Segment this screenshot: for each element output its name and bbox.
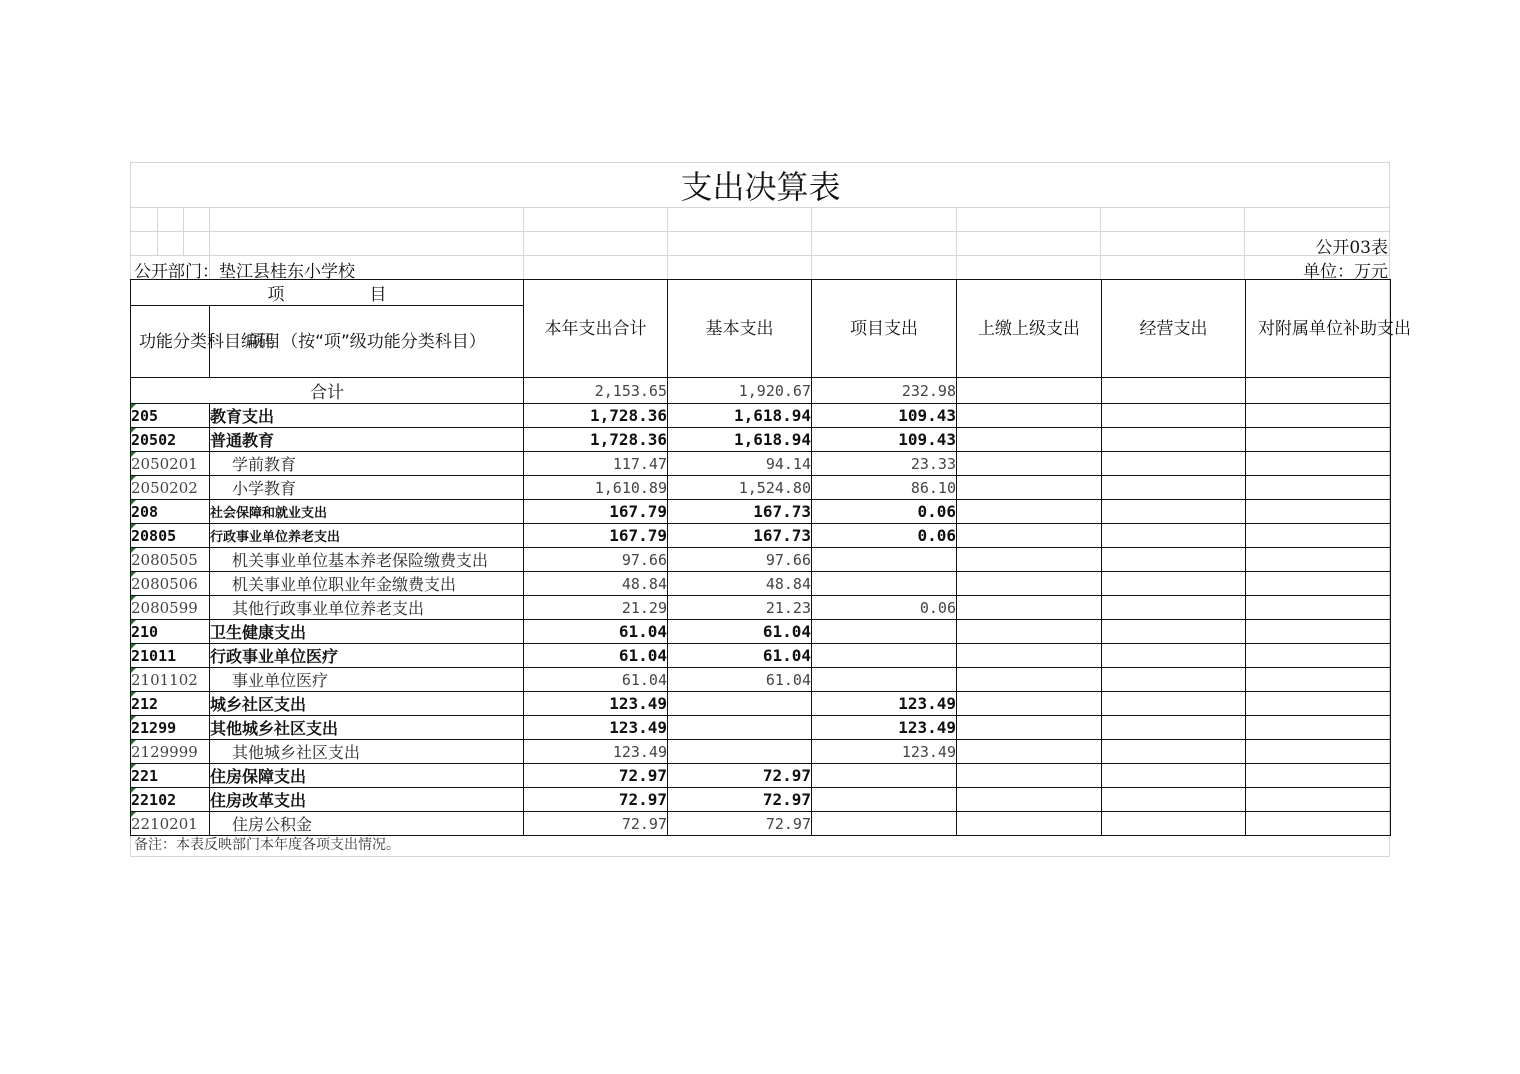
project-cell: 86.10 — [812, 476, 957, 500]
project-cell — [812, 620, 957, 644]
upper-cell — [957, 548, 1102, 572]
header-basic: 基本支出 — [668, 280, 812, 378]
total-cell: 167.79 — [524, 524, 668, 548]
table-row — [131, 692, 1391, 716]
item-name-cell: 行政事业单位医疗 — [210, 644, 524, 668]
project-cell: 123.49 — [812, 740, 957, 764]
basic-cell: 94.14 — [668, 452, 812, 476]
total-label: 合计 — [131, 378, 524, 404]
form-number: 公开03表 — [1315, 238, 1388, 258]
subsidy-cell — [1246, 404, 1391, 428]
header-project: 项 目 — [131, 280, 524, 306]
upper-cell — [957, 452, 1102, 476]
business-cell — [1102, 764, 1246, 788]
grid-line — [1244, 207, 1245, 279]
table-row — [131, 404, 1391, 428]
upper-cell — [957, 572, 1102, 596]
subsidy-cell — [1246, 378, 1391, 404]
business-cell — [1102, 740, 1246, 764]
item-name-cell: 学前教育 — [210, 452, 524, 476]
grid-line — [667, 207, 668, 279]
business-cell — [1102, 428, 1246, 452]
header-project-expense: 项目支出 — [812, 280, 957, 378]
total-cell: 21.29 — [524, 596, 668, 620]
item-name-cell: 其他城乡社区支出 — [210, 740, 524, 764]
grid-line — [183, 207, 184, 255]
basic-cell: 167.73 — [668, 500, 812, 524]
header-item: 项目（按“项”级功能分类科目） — [210, 306, 524, 378]
project-cell: 0.06 — [812, 500, 957, 524]
header-total: 本年支出合计 — [524, 280, 668, 378]
total-cell: 72.97 — [524, 764, 668, 788]
business-cell — [1102, 596, 1246, 620]
item-name-cell: 卫生健康支出 — [210, 620, 524, 644]
basic-cell: 72.97 — [668, 812, 812, 836]
table-row — [131, 452, 1391, 476]
code-cell: 20502 — [131, 428, 210, 452]
upper-cell — [957, 716, 1102, 740]
item-name-cell: 普通教育 — [210, 428, 524, 452]
business-cell — [1102, 572, 1246, 596]
business-cell — [1102, 452, 1246, 476]
subsidy-cell — [1246, 692, 1391, 716]
subsidy-cell — [1246, 812, 1391, 836]
header-code: 功能分类科目编码 — [131, 306, 210, 378]
code-cell: 21011 — [131, 644, 210, 668]
code-cell: 2129999 — [131, 740, 210, 764]
subsidy-cell — [1246, 476, 1391, 500]
item-name-cell: 行政事业单位养老支出 — [210, 524, 524, 548]
item-name-cell: 住房改革支出 — [210, 788, 524, 812]
table-row — [131, 596, 1391, 620]
subsidy-cell — [1246, 644, 1391, 668]
total-cell: 48.84 — [524, 572, 668, 596]
business-cell — [1102, 548, 1246, 572]
code-cell: 205 — [131, 404, 210, 428]
project-cell: 0.06 — [812, 596, 957, 620]
upper-cell — [957, 788, 1102, 812]
code-cell: 21299 — [131, 716, 210, 740]
upper-cell — [957, 596, 1102, 620]
grid-line — [130, 255, 1390, 256]
total-cell: 61.04 — [524, 620, 668, 644]
basic-cell — [668, 692, 812, 716]
code-cell: 2050201 — [131, 452, 210, 476]
total-cell: 1,728.36 — [524, 428, 668, 452]
grid-line — [157, 207, 158, 255]
business-cell — [1102, 524, 1246, 548]
business-cell — [1102, 378, 1246, 404]
total-cell: 167.79 — [524, 500, 668, 524]
business-cell — [1102, 644, 1246, 668]
table-row — [131, 620, 1391, 644]
subsidy-cell — [1246, 764, 1391, 788]
upper-cell — [957, 428, 1102, 452]
page-title: 支出决算表 — [680, 168, 841, 206]
table-row — [131, 572, 1391, 596]
project-cell: 109.43 — [812, 404, 957, 428]
business-cell — [1102, 812, 1246, 836]
project-cell: 123.49 — [812, 692, 957, 716]
code-cell: 210 — [131, 620, 210, 644]
code-cell: 2080599 — [131, 596, 210, 620]
total-cell: 123.49 — [524, 716, 668, 740]
upper-cell — [957, 500, 1102, 524]
business-cell — [1102, 716, 1246, 740]
code-cell: 212 — [131, 692, 210, 716]
grid-line — [130, 231, 1390, 232]
code-cell: 22102 — [131, 788, 210, 812]
project-cell: 109.43 — [812, 428, 957, 452]
basic-cell: 167.73 — [668, 524, 812, 548]
table-row — [131, 668, 1391, 692]
project-cell: 0.06 — [812, 524, 957, 548]
item-name-cell: 小学教育 — [210, 476, 524, 500]
basic-cell — [668, 740, 812, 764]
item-name-cell: 机关事业单位职业年金缴费支出 — [210, 572, 524, 596]
subsidy-cell — [1246, 548, 1391, 572]
total-cell: 61.04 — [524, 668, 668, 692]
business-cell — [1102, 620, 1246, 644]
total-cell: 61.04 — [524, 644, 668, 668]
upper-cell — [957, 812, 1102, 836]
item-name-cell: 机关事业单位基本养老保险缴费支出 — [210, 548, 524, 572]
grid-line — [1100, 207, 1101, 279]
subsidy-cell — [1246, 788, 1391, 812]
total-cell: 1,728.36 — [524, 404, 668, 428]
basic-cell: 72.97 — [668, 788, 812, 812]
upper-cell — [957, 740, 1102, 764]
table-row — [131, 716, 1391, 740]
basic-cell: 1,920.67 — [668, 378, 812, 404]
project-cell — [812, 812, 957, 836]
upper-cell — [957, 404, 1102, 428]
table-row — [131, 476, 1391, 500]
upper-cell — [957, 668, 1102, 692]
table-row — [131, 788, 1391, 812]
item-name-cell: 教育支出 — [210, 404, 524, 428]
code-cell: 2050202 — [131, 476, 210, 500]
project-cell — [812, 644, 957, 668]
basic-cell: 61.04 — [668, 668, 812, 692]
subsidy-cell — [1246, 452, 1391, 476]
code-cell: 2210201 — [131, 812, 210, 836]
grid-line — [130, 162, 1390, 163]
subsidy-cell — [1246, 596, 1391, 620]
project-cell: 23.33 — [812, 452, 957, 476]
upper-cell — [957, 620, 1102, 644]
subsidy-cell — [1246, 620, 1391, 644]
grid-line — [130, 856, 1390, 857]
expenditure-table — [130, 279, 1411, 836]
business-cell — [1102, 500, 1246, 524]
total-cell: 123.49 — [524, 692, 668, 716]
total-cell: 2,153.65 — [524, 378, 668, 404]
table-row — [131, 812, 1391, 836]
grid-line — [956, 207, 957, 279]
business-cell — [1102, 668, 1246, 692]
item-name-cell: 其他行政事业单位养老支出 — [210, 596, 524, 620]
upper-cell — [957, 524, 1102, 548]
basic-cell: 72.97 — [668, 764, 812, 788]
grid-line — [523, 207, 524, 279]
business-cell — [1102, 476, 1246, 500]
basic-cell: 61.04 — [668, 620, 812, 644]
table-row — [131, 764, 1391, 788]
subsidy-cell — [1246, 668, 1391, 692]
code-cell: 20805 — [131, 524, 210, 548]
total-cell: 123.49 — [524, 740, 668, 764]
project-cell — [812, 668, 957, 692]
upper-cell — [957, 764, 1102, 788]
total-cell: 97.66 — [524, 548, 668, 572]
total-cell: 117.47 — [524, 452, 668, 476]
code-cell: 2080505 — [131, 548, 210, 572]
item-name-cell: 城乡社区支出 — [210, 692, 524, 716]
business-cell — [1102, 404, 1246, 428]
basic-cell: 21.23 — [668, 596, 812, 620]
subsidy-cell — [1246, 716, 1391, 740]
code-cell: 2101102 — [131, 668, 210, 692]
upper-cell — [957, 476, 1102, 500]
project-cell — [812, 572, 957, 596]
item-name-cell: 住房公积金 — [210, 812, 524, 836]
grid-line — [811, 207, 812, 279]
header-business: 经营支出 — [1102, 280, 1246, 378]
department-label: 公开部门：垫江县桂东小学校 — [134, 262, 355, 282]
table-row — [131, 428, 1391, 452]
basic-cell: 48.84 — [668, 572, 812, 596]
project-cell — [812, 764, 957, 788]
table-row — [131, 548, 1391, 572]
subsidy-cell — [1246, 428, 1391, 452]
code-cell: 2080506 — [131, 572, 210, 596]
basic-cell: 1,618.94 — [668, 404, 812, 428]
project-cell: 123.49 — [812, 716, 957, 740]
table-note: 备注：本表反映部门本年度各项支出情况。 — [134, 837, 400, 853]
code-cell: 221 — [131, 764, 210, 788]
header-subsidy: 对附属单位补助支出 — [1246, 280, 1391, 378]
table-row — [131, 524, 1391, 548]
basic-cell: 1,618.94 — [668, 428, 812, 452]
subsidy-cell — [1246, 740, 1391, 764]
basic-cell: 97.66 — [668, 548, 812, 572]
business-cell — [1102, 692, 1246, 716]
item-name-cell: 事业单位医疗 — [210, 668, 524, 692]
item-name-cell: 住房保障支出 — [210, 764, 524, 788]
item-name-cell: 其他城乡社区支出 — [210, 716, 524, 740]
total-row — [131, 378, 1391, 404]
basic-cell — [668, 716, 812, 740]
table-row — [131, 500, 1391, 524]
table-row — [131, 740, 1391, 764]
table-row — [131, 644, 1391, 668]
upper-cell — [957, 644, 1102, 668]
upper-cell — [957, 692, 1102, 716]
unit-label: 单位：万元 — [1303, 262, 1388, 282]
upper-cell — [957, 378, 1102, 404]
total-cell: 72.97 — [524, 812, 668, 836]
total-cell: 1,610.89 — [524, 476, 668, 500]
project-cell — [812, 788, 957, 812]
code-cell: 208 — [131, 500, 210, 524]
header-upper: 上缴上级支出 — [957, 280, 1102, 378]
basic-cell: 1,524.80 — [668, 476, 812, 500]
project-cell — [812, 548, 957, 572]
subsidy-cell — [1246, 524, 1391, 548]
business-cell — [1102, 788, 1246, 812]
subsidy-cell — [1246, 572, 1391, 596]
basic-cell: 61.04 — [668, 644, 812, 668]
total-cell: 72.97 — [524, 788, 668, 812]
project-cell: 232.98 — [812, 378, 957, 404]
subsidy-cell — [1246, 500, 1391, 524]
item-name-cell: 社会保障和就业支出 — [210, 500, 524, 524]
